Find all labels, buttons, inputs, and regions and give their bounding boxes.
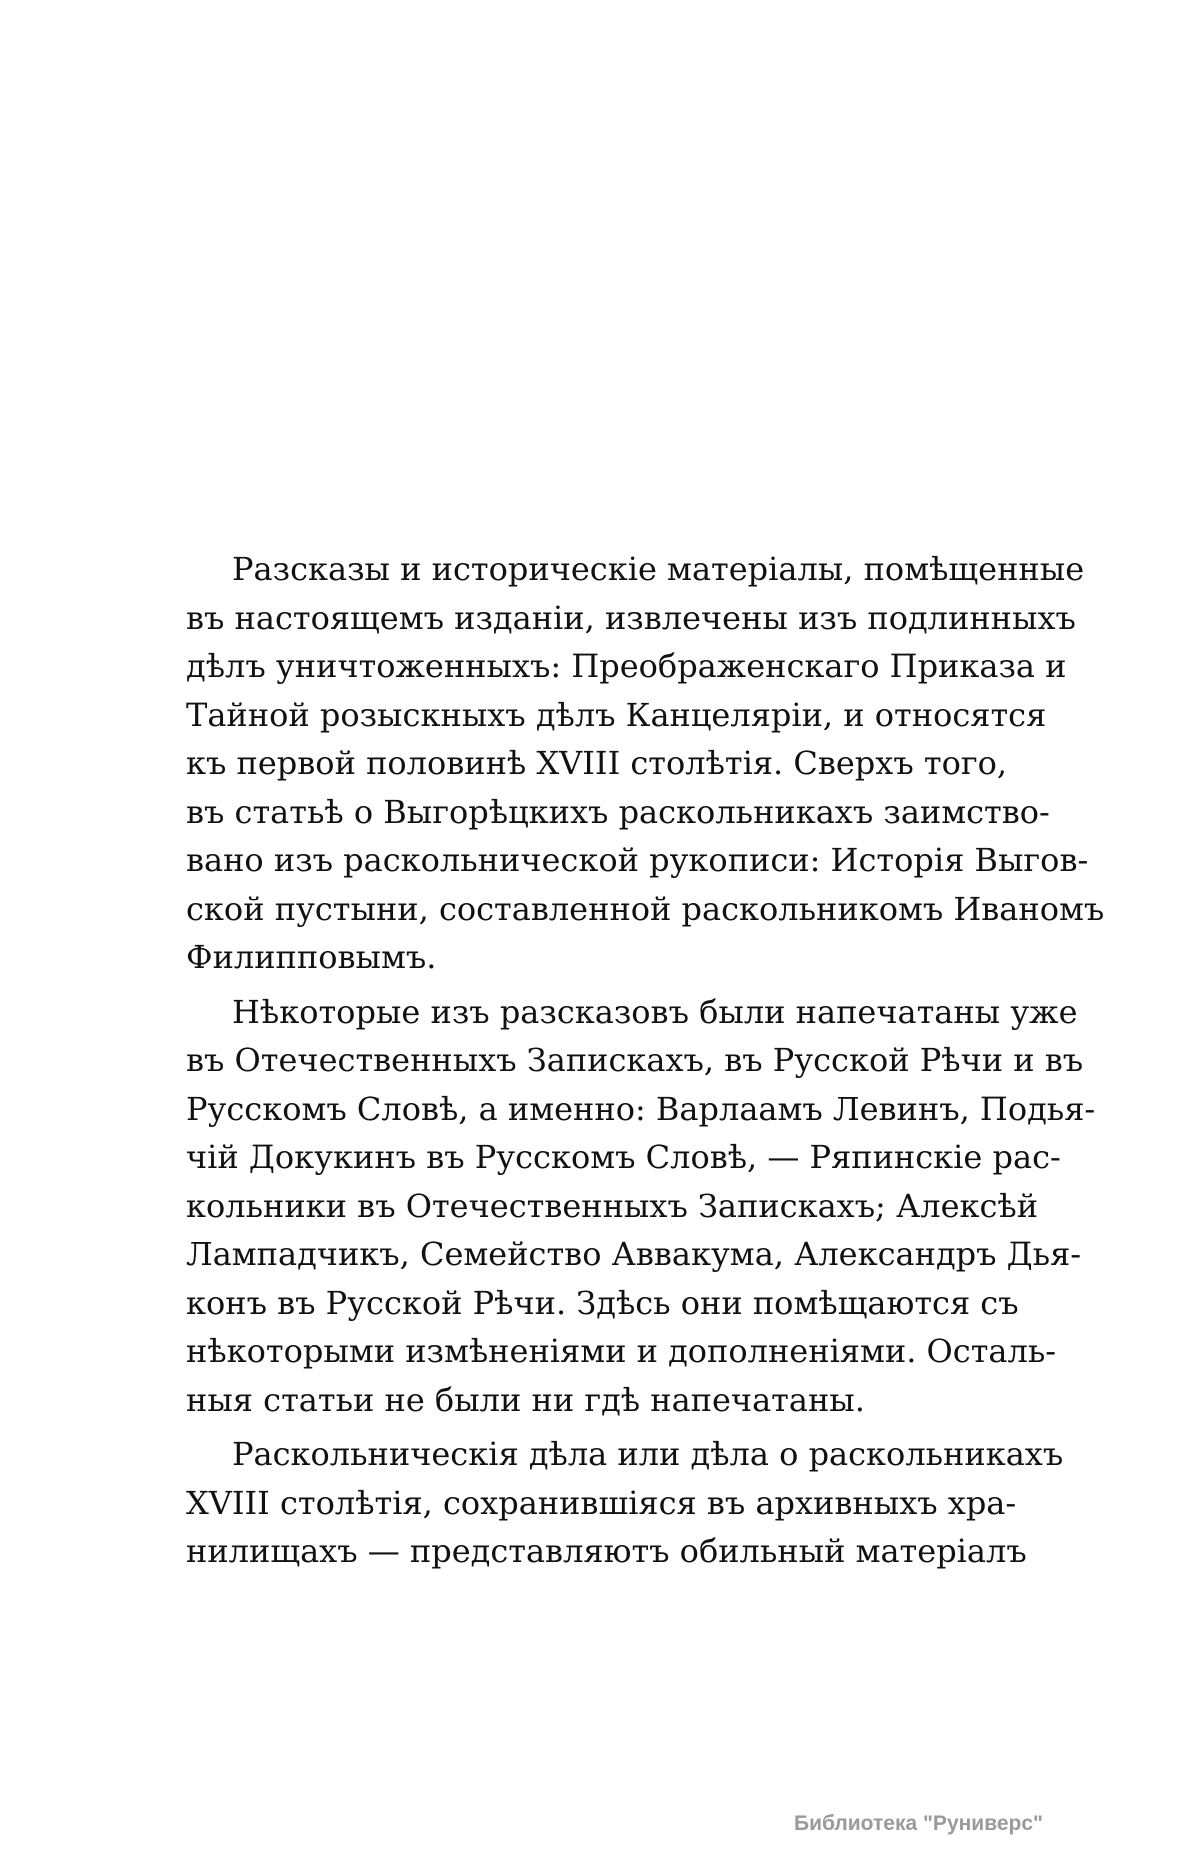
- library-watermark: Библиотека "Руниверс": [793, 1812, 1043, 1835]
- paragraph-3: [186, 1430, 1064, 1576]
- text-line: конъ въ Русской Рѣчи. Здѣсь они помѣщаются съ: [186, 1283, 1019, 1322]
- text-line: кольники въ Отечественныхъ Запискахъ; Алексѣй: [186, 1186, 1039, 1225]
- text-line: ской пустыни, составленной раскольникомъ Иваномъ: [186, 889, 1105, 928]
- text-line: Тайной розыскныхъ дѣлъ Канцеляріи, и относятся: [186, 695, 1047, 734]
- text-line: нилищахъ — представляютъ обильный матеріалъ: [186, 1532, 1027, 1570]
- paragraph-2: [186, 988, 1096, 1425]
- text-line: Лампадчикъ, Семейство Аввакума, Александръ Дья-: [186, 1235, 1082, 1273]
- text-line: Русскомъ Словѣ, а именно: Варлаамъ Левинъ, Подья-: [186, 1089, 1096, 1128]
- text-line: Нѣкоторые изъ разсказовъ были напечатаны уже: [232, 992, 1078, 1031]
- text-line: къ первой половинѣ XVIII столѣтія. Сверхъ того,: [186, 744, 1008, 782]
- text-line: вано изъ раскольнической рукописи: Исторія Выгов-: [186, 841, 1089, 879]
- text-line: въ статьѣ о Выгорѣцкихъ раскольникахъ заимство-: [186, 792, 1050, 831]
- paragraph-1: [186, 545, 1105, 982]
- text-line: въ Отечественныхъ Запискахъ, въ Русской Рѣчи и въ: [186, 1041, 1084, 1079]
- text-line: Филипповымъ.: [186, 938, 437, 976]
- text-line: ныя статьи не были ни гдѣ напечатаны.: [186, 1380, 865, 1419]
- text-line: дѣлъ уничтоженныхъ: Преображенскаго Приказа и: [186, 647, 1067, 685]
- text-line: нѣкоторыми измѣненіями и дополненіями. Осталь-: [186, 1332, 1057, 1370]
- body-text: [186, 545, 1105, 1576]
- text-line: чій Докукинъ въ Русскомъ Словѣ, — Ряпинскіе рас-: [186, 1138, 1061, 1176]
- text-line: Раскольническія дѣла или дѣла о раскольникахъ: [232, 1435, 1064, 1473]
- text-line: Разсказы и историческіе матеріалы, помѣщенные: [232, 550, 1085, 588]
- text-line: въ настоящемъ изданіи, извлечены изъ подлинныхъ: [186, 598, 1076, 637]
- text-line: XVIII столѣтія, сохранившіяся въ архивныхъ хра-: [186, 1483, 1017, 1522]
